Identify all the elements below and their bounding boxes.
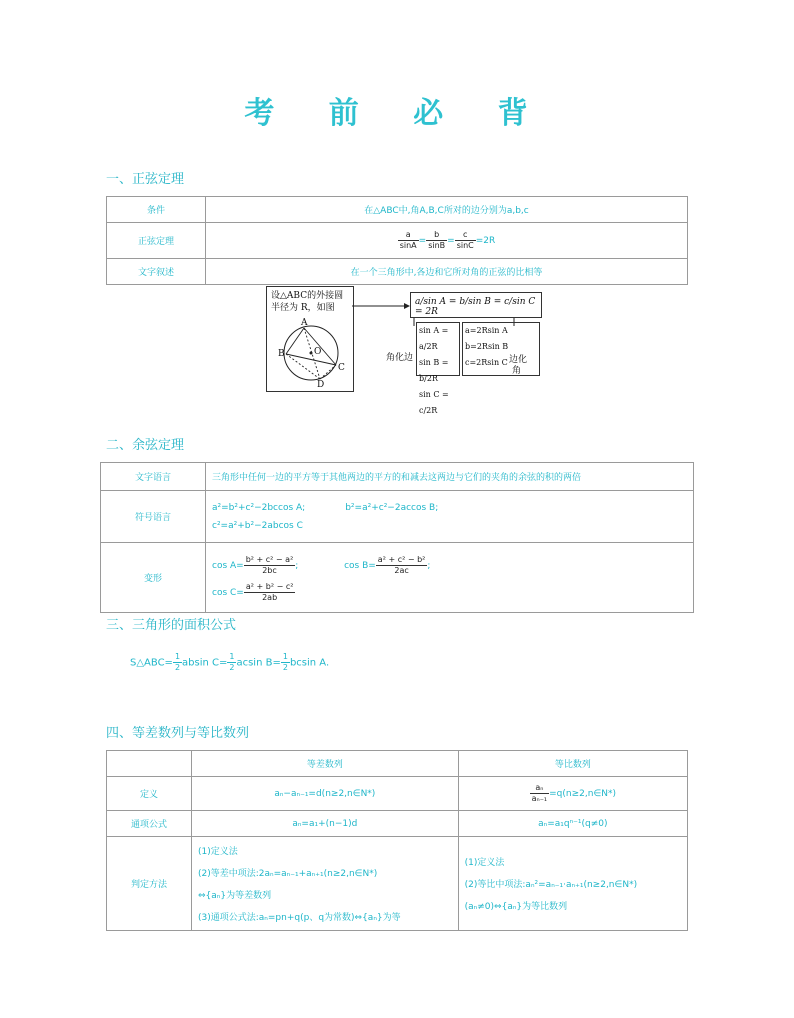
page-title: 考 前 必 背: [244, 96, 550, 131]
cosine-law-table: [100, 462, 694, 613]
side-to-angle-box: a=2Rsin A b=2Rsin B c=2Rsin C: [462, 322, 540, 376]
fraction-a-sinA: $\frac{a}{\sin A}$: [399, 230, 417, 250]
header-arithmetic: 等差数列: [192, 751, 459, 777]
point-A: A: [301, 318, 308, 328]
point-B: B: [278, 349, 285, 359]
row-label-sine-law: 正弦定理: [107, 223, 206, 259]
row-label-variant: 变形: [101, 543, 206, 613]
fraction-cosC: $\frac{\text{a² + b² − c²}}{2ab}$: [245, 581, 294, 602]
section-heading-area-formula: 三、三角形的面积公式: [106, 618, 237, 633]
row-content-text-statement: 在一个三角形中,各边和它所对角的正弦的比相等: [206, 259, 688, 285]
row-content-variant: cos A= $\frac{\text{b² + c² − a²}}{2bc}$ ; cos B= $\frac{\text{a² + c² − b²}}{2ac}$ ; cos C= $\frac{\text{a² + b² − c²}}{2ab}$: [206, 543, 694, 613]
definition-arithmetic: aₙ−aₙ₋₁=d(n≥2,n∈N*): [192, 777, 459, 811]
header-geometric: 等比数列: [458, 751, 687, 777]
row-label-symbol-language: 符号语言: [101, 491, 206, 543]
sine-law-summary-box: [410, 292, 542, 318]
diagram-caption: 设△ABC的外接圆 半径为 R，如图: [271, 291, 344, 313]
label-side-to-angle-2: 角: [512, 366, 522, 376]
row-content-symbol-language: a²=b²+c²−2bccos A; b²=a²+c²−2accos B; c²=a²+b²−2abcos C: [206, 491, 694, 543]
fraction-cosB: $\frac{\text{a² + c² − b²}}{2ac}$: [377, 554, 426, 575]
row-label-text-language: 文字语言: [101, 463, 206, 491]
judgement-geometric: (1)定义法 (2)等比中项法:aₙ²=aₙ₋₁·aₙ₊₁(n≥2,n∈N*) (aₙ≠0)⇔{aₙ}为等比数列: [458, 837, 687, 931]
row-label-definition: 定义: [107, 777, 192, 811]
label-side-to-angle-1: 边化: [509, 355, 528, 365]
point-C: C: [338, 363, 345, 373]
sine-law-diagram: [266, 286, 542, 415]
point-D: D: [317, 380, 325, 390]
sine-law-formula: $\frac{a}{\sin A}$ = $\frac{b}{\sin B}$ = $\frac{c}{\sin C}$ =2R: [206, 223, 688, 259]
fraction-half-3: $\frac{1}{2}$: [282, 652, 288, 672]
sine-law-table: [106, 196, 688, 285]
fraction-c-sinC: $\frac{c}{\sin C}$: [456, 230, 474, 250]
area-formula: S△ABC= $\frac{1}{2}$ absin C= $\frac{1}{2}$ acsin B= $\frac{1}{2}$ bcsin A.: [130, 652, 330, 672]
sine-law-summary: a/sin A = b/sin B = c/sin C = 2R: [415, 297, 536, 317]
point-O: O: [314, 347, 322, 357]
section-heading-sequences: 四、等差数列与等比数列: [106, 726, 250, 741]
row-label-general-term: 通项公式: [107, 811, 192, 837]
sequences-table: [106, 750, 688, 931]
general-term-arithmetic: aₙ=a₁+(n−1)d: [192, 811, 459, 837]
fraction-half-2: $\frac{1}{2}$: [229, 652, 235, 672]
fraction-cosA: $\frac{\text{b² + c² − a²}}{2bc}$: [245, 554, 294, 575]
row-label-condition: 条件: [107, 197, 206, 223]
fraction-b-sinB: $\frac{b}{\sin B}$: [428, 230, 446, 250]
angle-to-side-box: sin A = a/2R sin B = b/2R sin C = c/2R: [416, 322, 460, 376]
general-term-geometric: aₙ=a₁qⁿ⁻¹(q≠0): [458, 811, 687, 837]
row-label-judgement: 判定方法: [107, 837, 192, 931]
fraction-an-over-an-1: $\frac{\text{aₙ}}{\text{aₙ₋₁}}$: [531, 783, 548, 803]
section-heading-sine-law: 一、正弦定理: [106, 172, 185, 187]
row-content-text-language: 三角形中任何一边的平方等于其他两边的平方的和减去这两边与它们的夹角的余弦的积的两倍: [206, 463, 694, 491]
row-label-text-statement: 文字叙述: [107, 259, 206, 285]
section-heading-cosine-law: 二、余弦定理: [106, 438, 185, 453]
row-content-condition: 在△ABC中,角A,B,C所对的边分别为a,b,c: [206, 197, 688, 223]
definition-geometric: $\frac{\text{aₙ}}{\text{aₙ₋₁}}$ =q(n≥2,n∈N*): [458, 777, 687, 811]
label-angle-to-side: 角化边: [386, 353, 414, 363]
fraction-half-1: $\frac{1}{2}$: [174, 652, 181, 672]
judgement-arithmetic: (1)定义法 (2)等差中项法:2aₙ=aₙ₋₁+aₙ₊₁(n≥2,n∈N*) ⇔{aₙ}为等差数列 (3)通项公式法:aₙ=pn+q(p、q为常数)⇔{aₙ}为等: [192, 837, 459, 931]
